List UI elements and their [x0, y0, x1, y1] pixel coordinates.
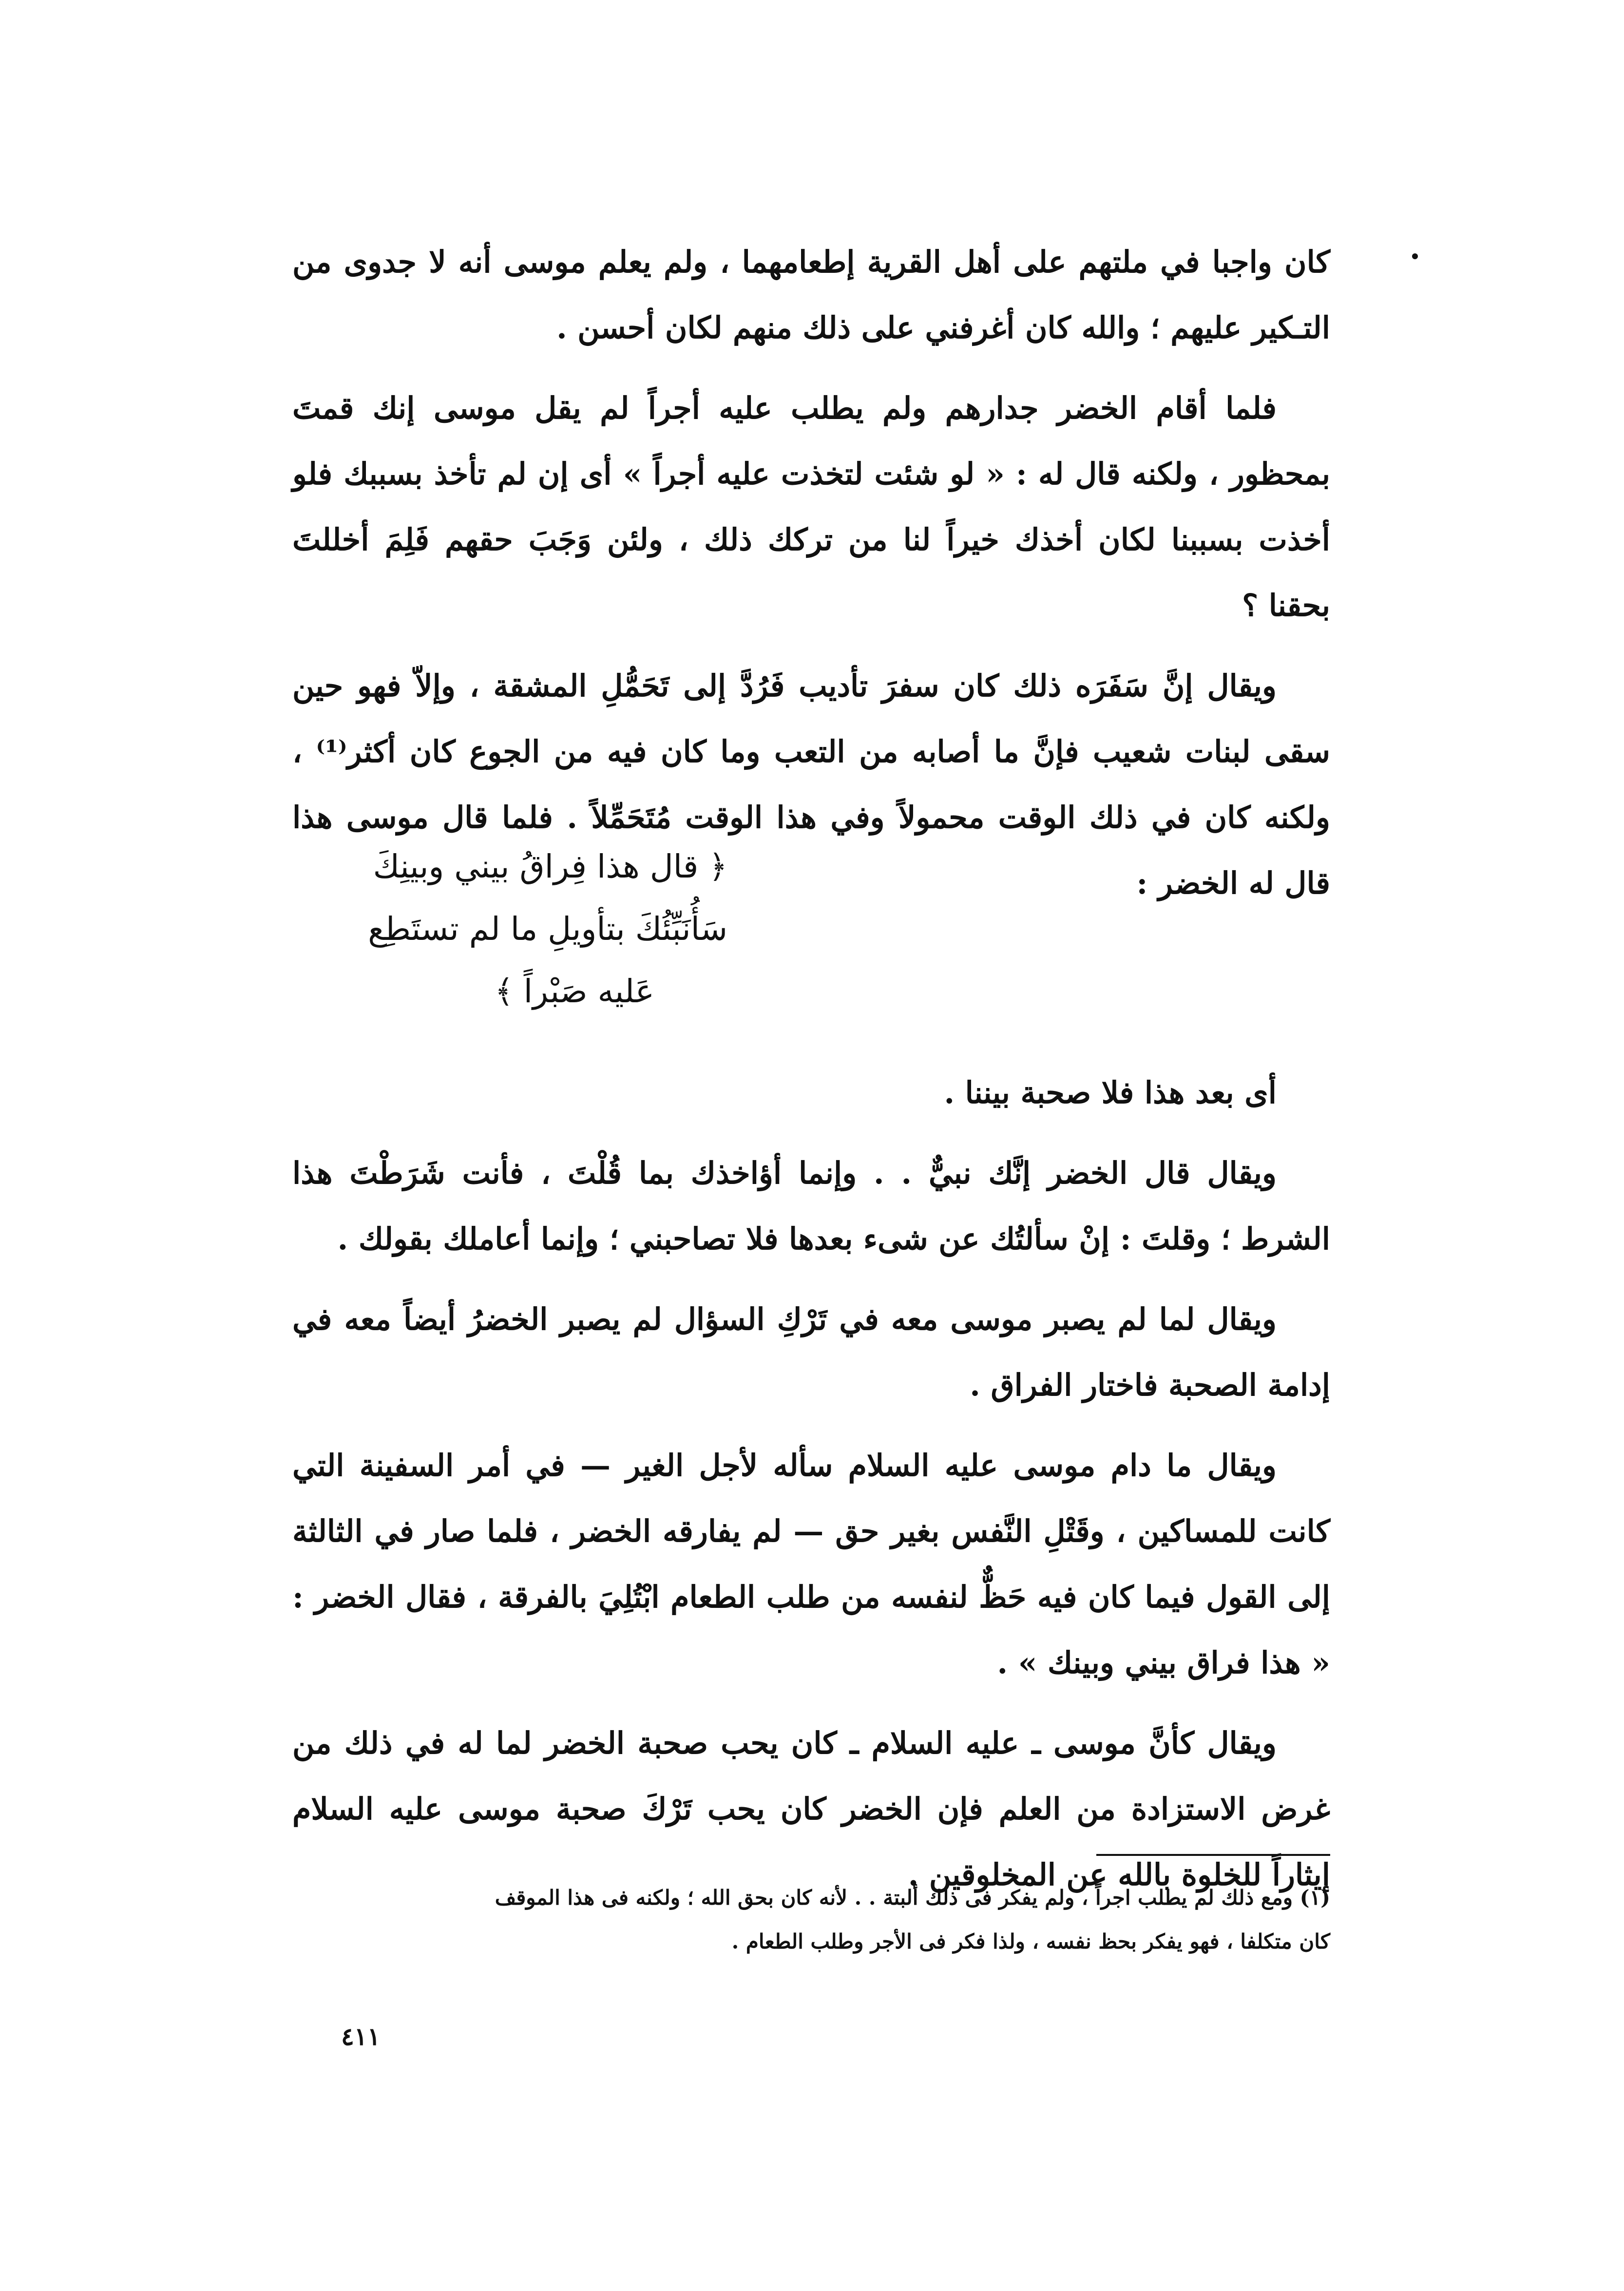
paragraph-2: فلما أقام الخضر جدارهم ولم يطلب عليه أجراً لم يقل موسى إنك قمتَ بمحظور ، ولكنه قال له : « لو شئت لتخذت عليه أجراً » أى إن لم تأخذ بسببك فلو أخذت بسببنا لكان أخذك خيراً لنا من تركك ذلك ، ولئن وَجَبَ حقهم فَلِمَ أخللتَ بحقنا ؟ — [292, 390, 1331, 623]
verse-line-1: ﴿ قال هذا فِراقُ بيني وبينِكَ — [373, 848, 727, 885]
paragraph-8: ويقال كأنَّ موسى ـ عليه السلام ـ كان يحب صحبة الخضر لما له في ذلك من غرض الاستزادة من العلم فإن الخضر كان يحب تَرْكَ صحبة موسى عليه السلام إيثاراً للخلوة بالله عن المخلوقين . — [292, 1725, 1330, 1892]
footnote-line-1: (١) ومع ذلك لم يطلب اجراً ، ولم يفكر فى ذلك ألبتة . . لأنه كان بحق الله ؛ ولكنه فى هذا الموقف — [495, 1886, 1330, 1909]
paragraph-1: كان واجبا في ملتهم على أهل القرية إطعامهما ، ولم يعلم موسى أنه لا جدوى من التـكير عليهم ؛ والله كان أغرفني على ذلك منهم لكان أحسن . — [292, 244, 1330, 345]
paragraph-7: ويقال ما دام موسى عليه السلام سأله لأجل الغير — في أمر السفينة التي كانت للمساكين ، وقَتْلِ النَّفس بغير حق — لم يفارقه الخضر ، فلما صار في الثالثة إلى القول فيما كان فيه حَظٌّ لنفسه من طلب الطعام ابْتُلِيَ بالفرقة ، فقال الخضر : « هذا فراق بيني وبينك » . — [292, 1448, 1330, 1680]
paragraph-3: ويقال إنَّ سَفَرَه ذلك كان سفرَ تأديب فَرُدَّ إلى تَحَمُّلِ المشقة ، وإلاّ فهو حين سقى لبنات شعيب فإنَّ ما أصابه من التعب وما كان فيه من الجوع كان أكثر⁽¹⁾ ، ولكنه كان في ذلك الوقت محمولاً وفي هذا الوقت مُتَحَمِّلاً . فلما قال موسى هذا قال له الخضر : — [292, 668, 1330, 901]
ink-speck — [1412, 253, 1418, 259]
footnote-divider — [1096, 1854, 1330, 1856]
quran-verse-quote — [368, 836, 727, 1023]
verse-line-2: سَأُنَبِّئُكَ بتأويلِ ما لم تستَطِع — [368, 910, 727, 948]
verse-line-3: عَليه صَبْراً ﴾ — [495, 973, 654, 1010]
body-text-bottom — [292, 1060, 1330, 1908]
paragraph-6: ويقال لما لم يصبر موسى معه في تَرْكِ السؤال لم يصبر الخضرُ أيضاً معه في إدامة الصحبة فاختار الفراق . — [292, 1301, 1330, 1403]
body-text-top — [292, 229, 1330, 916]
paragraph-4: أى بعد هذا فلا صحبة بيننا . — [944, 1075, 1277, 1110]
page-number: ٤١١ — [341, 2022, 381, 2051]
footnote — [292, 1876, 1330, 1964]
footnote-line-2: كان متكلفا ، فهو يفكر بحظ نفسه ، ولذا فكر فى الأجر وطلب الطعام . — [731, 1929, 1330, 1953]
paragraph-5: ويقال قال الخضر إنَّك نبيٌّ . . وإنما أؤاخذك بما قُلْتَ ، فأنت شَرَطْتَ هذا الشرط ؛ وقلتَ : إنْ سألتُك عن شىء بعدها فلا تصاحبني ؛ وإنما أعاملك بقولك . — [292, 1155, 1330, 1257]
